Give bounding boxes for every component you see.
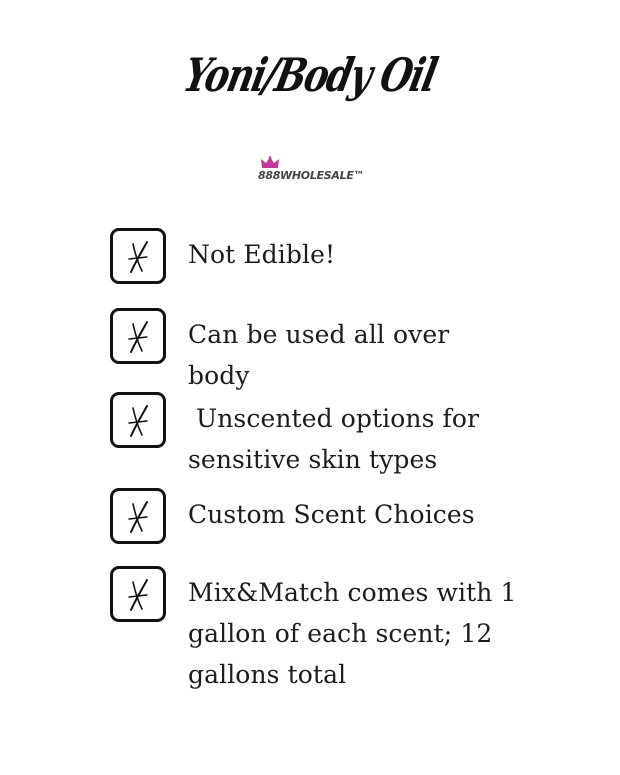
checkbox xyxy=(110,228,166,284)
checkbox xyxy=(110,566,166,622)
x-mark-icon xyxy=(113,569,163,619)
x-mark-icon xyxy=(113,395,163,445)
feature-label: Mix&Match comes with 1 gallon of each scent; 12 gallons total xyxy=(188,578,517,689)
x-mark-icon xyxy=(113,311,163,361)
brand-logo xyxy=(252,156,365,190)
x-mark-icon xyxy=(113,491,163,541)
page-title: Yoni/Body Oil xyxy=(179,48,441,102)
feature-label: Custom Scent Choices xyxy=(188,500,475,529)
feature-label: Not Edible! xyxy=(188,240,336,269)
feature-label: Unscented options for sensitive skin types xyxy=(188,404,488,474)
checkbox xyxy=(110,392,166,448)
checkbox xyxy=(110,308,166,364)
logo-text: 888WHOLESALE™ xyxy=(258,169,365,182)
crown-icon xyxy=(260,156,280,170)
checkbox xyxy=(110,488,166,544)
x-mark-icon xyxy=(113,231,163,281)
feature-label: Can be used all over body xyxy=(188,320,450,390)
